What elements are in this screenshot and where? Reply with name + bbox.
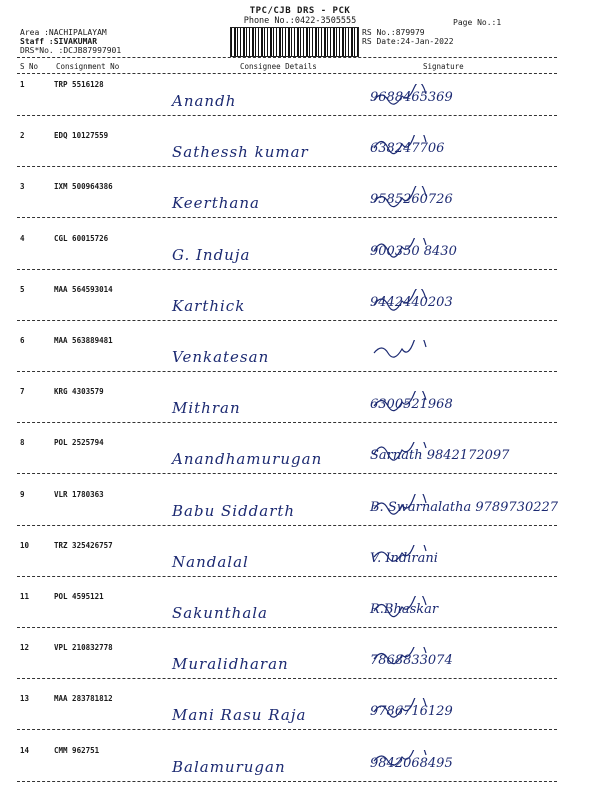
- row-consignee-name: Babu Siddarth: [172, 501, 296, 520]
- row-consignment-number: TRP 5516128: [54, 80, 104, 89]
- table-row: [0, 438, 600, 480]
- row-signature: 638247706: [370, 141, 445, 157]
- col-consignment: Consignment No: [56, 62, 120, 71]
- row-consignment-number: CGL 60015726: [54, 233, 109, 243]
- signature-stroke: [372, 340, 432, 364]
- row-divider: [17, 217, 557, 218]
- row-consignee-name: Mani Rasu Raja: [172, 706, 307, 725]
- row-serial-number: 11: [20, 592, 30, 601]
- staff-label: Staff :SIVAKUMAR: [20, 37, 98, 46]
- row-divider: [17, 269, 557, 270]
- rs-number: RS No.:879979: [362, 28, 425, 37]
- row-serial-number: 7: [20, 387, 25, 397]
- row-consignee-name: Sathessh kumar: [172, 143, 309, 162]
- row-signature: 9585260726: [370, 192, 453, 208]
- table-row: [0, 234, 600, 276]
- row-consignee-name: Nandalal: [172, 552, 249, 571]
- table-row: [0, 336, 600, 378]
- row-consignment-number: VLR 1780363: [54, 489, 104, 499]
- row-divider: [17, 166, 557, 167]
- area-label: Area :NACHIPALAYAM: [20, 28, 107, 37]
- row-consignment-number: EDQ 10127559: [54, 131, 109, 141]
- row-consignment-number: POL 4595121: [54, 592, 104, 601]
- row-serial-number: 8: [20, 438, 25, 448]
- row-signature: 9786716129: [370, 704, 453, 720]
- row-divider: [17, 115, 557, 116]
- row-signature: 7868833074: [370, 653, 453, 669]
- row-divider: [17, 678, 557, 679]
- row-consignee-name: Anandhamurugan: [172, 450, 323, 469]
- table-row: [0, 182, 600, 224]
- row-signature: 6300521968: [370, 397, 453, 413]
- col-sno: S No: [20, 62, 39, 71]
- barcode: [230, 27, 359, 57]
- table-row: [0, 746, 600, 788]
- drs-number: DRS*No. :DCJB87997901: [20, 46, 122, 55]
- row-divider: [17, 422, 557, 423]
- row-divider: [17, 320, 557, 321]
- row-divider: [17, 525, 557, 526]
- row-consignment-number: MAA 564593014: [54, 284, 113, 294]
- row-signature: 9688465369: [370, 90, 453, 105]
- row-consignee-name: Mithran: [172, 399, 241, 418]
- row-consignment-number: MAA 563889481: [54, 336, 113, 345]
- row-serial-number: 4: [20, 233, 25, 243]
- row-consignment-number: VPL 210832778: [54, 643, 113, 653]
- row-signature: B. Swarnalatha 9789730227: [370, 499, 559, 515]
- row-consignee-name: Sakunthala: [172, 604, 269, 622]
- phone-number: Phone No.:0422-3505555: [243, 16, 357, 26]
- row-divider: [17, 371, 557, 372]
- row-consignee-name: Muralidharan: [172, 655, 289, 674]
- row-signature: 900350 8430: [370, 243, 457, 259]
- row-consignment-number: MAA 283781812: [54, 694, 113, 704]
- table-row: [0, 541, 600, 583]
- row-serial-number: 9: [20, 489, 25, 499]
- row-consignee-name: Karthick: [172, 296, 246, 315]
- table-row: [0, 285, 600, 327]
- row-serial-number: 14: [20, 745, 30, 755]
- row-consignment-number: CMM 962751: [54, 745, 100, 755]
- row-serial-number: 13: [20, 694, 30, 704]
- row-consignee-name: Anandh: [172, 92, 237, 110]
- row-serial-number: 6: [20, 336, 25, 345]
- table-row: [0, 592, 600, 634]
- page-number: Page No.:1: [453, 18, 502, 27]
- row-signature: R.Bhaskar: [370, 602, 439, 617]
- row-divider: [17, 781, 557, 782]
- row-divider: [17, 627, 557, 628]
- table-row: [0, 80, 600, 122]
- row-consignee-name: Balamurugan: [172, 757, 286, 776]
- table-row: [0, 387, 600, 429]
- row-signature: 9842068495: [370, 755, 453, 771]
- row-signature: V. Indirani: [370, 550, 438, 566]
- row-consignment-number: POL 2525794: [54, 438, 104, 448]
- table-row: [0, 643, 600, 685]
- row-serial-number: 1: [20, 80, 25, 89]
- row-serial-number: 3: [20, 182, 25, 192]
- row-signature: Sarnath 9842172097: [370, 448, 510, 464]
- row-consignment-number: TRZ 325426757: [54, 540, 113, 550]
- row-consignment-number: IXM 500964386: [54, 182, 113, 192]
- table-row: [0, 131, 600, 173]
- column-divider: [17, 73, 557, 74]
- row-divider: [17, 473, 557, 474]
- row-serial-number: 5: [20, 284, 25, 294]
- col-signature: Signature: [423, 62, 464, 71]
- col-consignee: Consignee Details: [240, 62, 317, 71]
- rs-date: RS Date:24-Jan-2022: [362, 37, 454, 46]
- sheet-title: TPC/CJB DRS - PCK: [249, 6, 351, 16]
- table-row: [0, 490, 600, 532]
- row-signature: 9442440203: [370, 294, 453, 310]
- header-divider: [17, 57, 557, 58]
- row-consignee-name: Venkatesan: [172, 348, 270, 366]
- row-divider: [17, 576, 557, 577]
- row-serial-number: 2: [20, 131, 25, 141]
- row-consignee-name: G. Induja: [172, 245, 251, 264]
- row-consignment-number: KRG 4303579: [54, 387, 104, 397]
- table-row: [0, 694, 600, 736]
- row-consignee-name: Keerthana: [172, 194, 260, 213]
- row-serial-number: 12: [20, 643, 30, 653]
- row-serial-number: 10: [20, 540, 30, 550]
- row-divider: [17, 729, 557, 730]
